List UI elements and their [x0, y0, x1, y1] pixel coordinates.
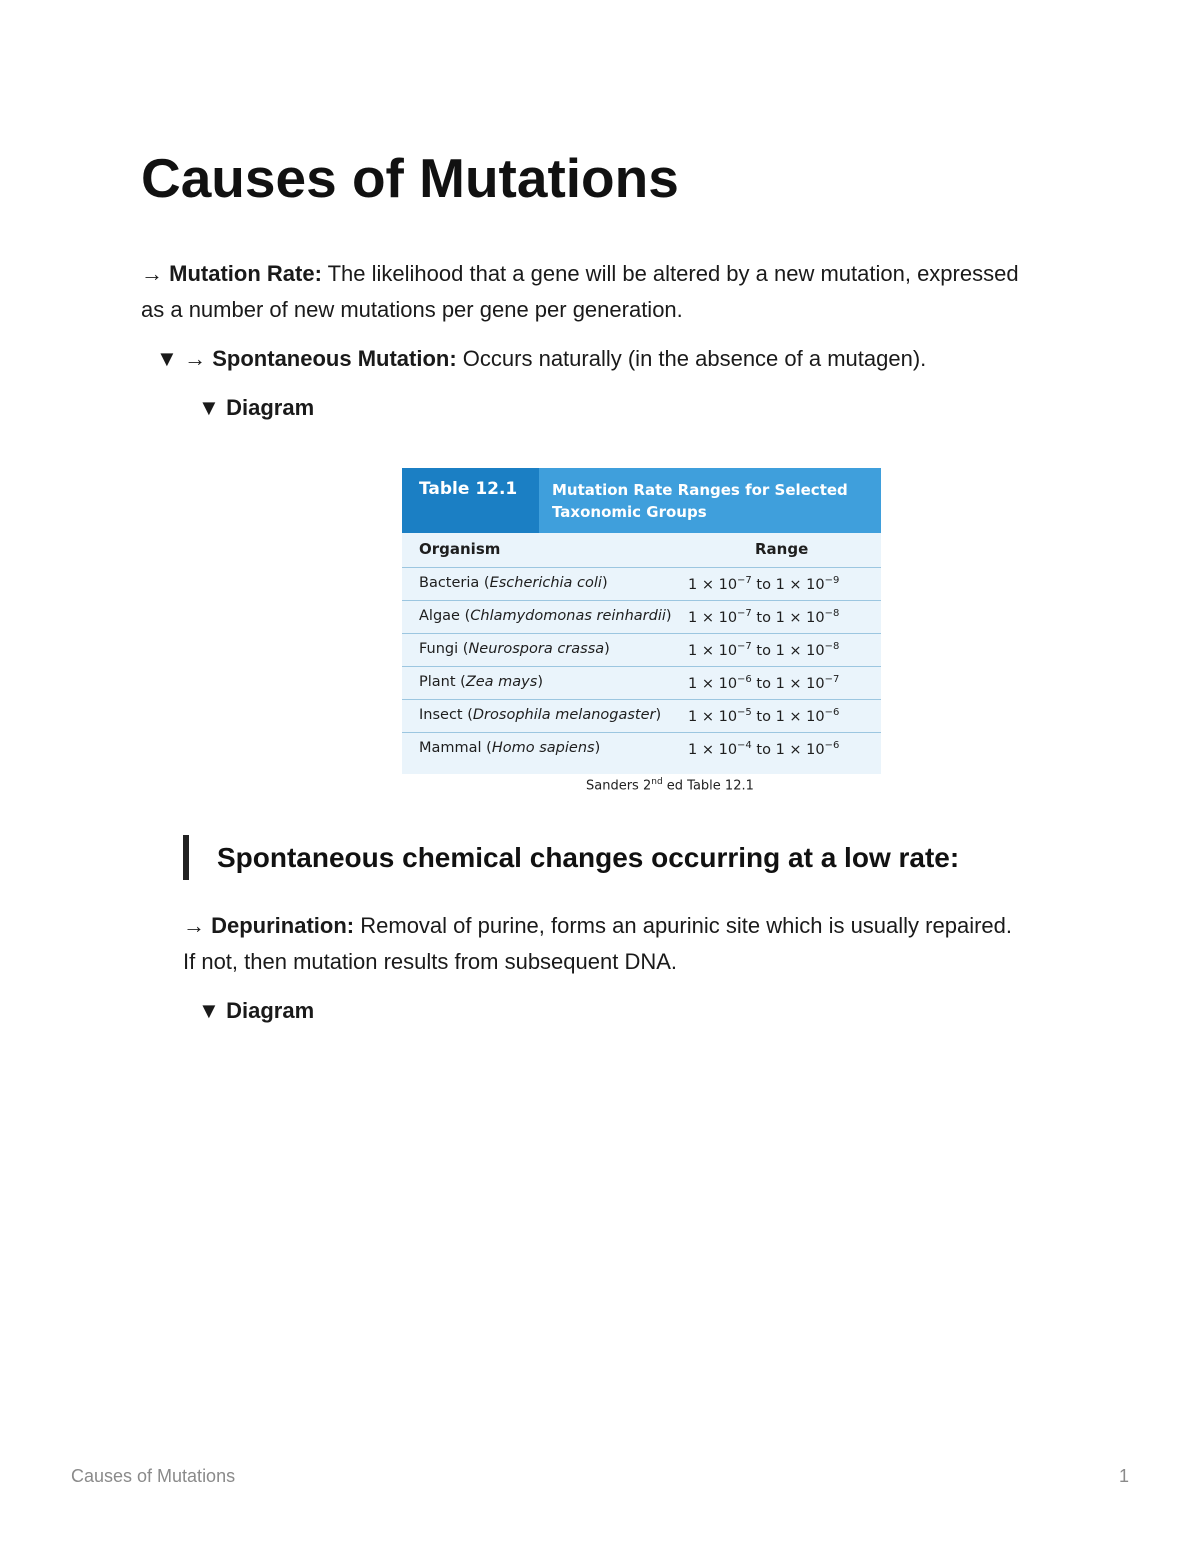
spontaneous-mutation-definition: Occurs naturally (in the absence of a mutagen). — [462, 346, 927, 371]
mutation-rate-table-image — [402, 468, 881, 774]
quote-heading: Spontaneous chemical changes occurring at a low rate: — [217, 842, 960, 873]
triangle-down-icon[interactable]: ▼ — [198, 395, 220, 420]
range-cell: $1 \times 10^{-7}$ to $1 \times 10^{-9}$ — [688, 575, 840, 593]
triangle-down-icon[interactable]: ▼ — [198, 998, 220, 1023]
range-cell: $1 \times 10^{-7}$ to $1 \times 10^{-8}$ — [688, 641, 840, 659]
range-cell: $1 \times 10^{-7}$ to $1 \times 10^{-8}$ — [688, 608, 840, 626]
table-label: Table 12.1 — [419, 479, 518, 499]
table-row — [402, 567, 881, 600]
page-number: 1 — [1119, 1466, 1130, 1486]
range-cell: $1 \times 10^{-5}$ to $1 \times 10^{-6}$ — [688, 707, 840, 725]
diagram-toggle-1[interactable] — [198, 390, 314, 426]
table-header-bar — [402, 468, 881, 533]
diagram-toggle-2[interactable] — [198, 993, 314, 1029]
triangle-down-icon[interactable]: ▼ — [156, 346, 178, 371]
organism-cell: Bacteria (Escherichia coli) — [419, 575, 608, 591]
table-row — [402, 666, 881, 699]
mutation-rate-term: Mutation Rate: — [169, 261, 322, 286]
organism-cell: Fungi (Neurospora crassa) — [419, 641, 610, 657]
table-row — [402, 600, 881, 633]
arrow-icon: → — [141, 261, 163, 286]
organism-cell: Plant (Zea mays) — [419, 674, 543, 690]
mutation-rate-definition: The likelihood that a gene will be altered by a new mutation, expressed as a number of new mutations per gene per generation. — [141, 261, 1019, 322]
figure-caption: Sanders 2nd ed Table 12.1 — [586, 777, 754, 794]
depurination-term: Depurination: — [211, 913, 355, 938]
table-row — [402, 633, 881, 666]
depurination-paragraph — [183, 908, 1013, 980]
diagram-toggle-label[interactable]: Diagram — [226, 395, 315, 420]
range-cell: $1 \times 10^{-6}$ to $1 \times 10^{-7}$ — [688, 674, 840, 692]
diagram-toggle-label[interactable]: Diagram — [226, 998, 315, 1023]
footer-title: Causes of Mutations — [71, 1466, 236, 1486]
range-cell: $1 \times 10^{-4}$ to $1 \times 10^{-6}$ — [688, 740, 840, 758]
depurination-definition: Removal of purine, forms an apurinic site which is usually repaired. If not, then mutation results from subsequent DNA. — [183, 913, 1012, 974]
page-title: Causes of Mutations — [141, 147, 679, 209]
mutation-rate-paragraph — [141, 256, 1021, 328]
table-row — [402, 699, 881, 732]
table-title: Mutation Rate Ranges for Selected Taxonomic Groups — [552, 481, 848, 521]
organism-cell: Insect (Drosophila melanogaster) — [419, 707, 662, 723]
table-label-box — [402, 468, 539, 533]
organism-cell: Mammal (Homo sapiens) — [419, 740, 601, 756]
organism-cell: Algae (Chlamydomonas reinhardii) — [419, 608, 672, 624]
arrow-icon: → — [183, 913, 205, 938]
arrow-icon: → — [184, 346, 207, 371]
quote-bar — [183, 835, 189, 880]
column-header-range: Range — [755, 540, 809, 558]
column-header-organism: Organism — [419, 540, 501, 558]
spontaneous-mutation-toggle[interactable] — [156, 341, 1056, 377]
table-row — [402, 732, 881, 765]
spontaneous-mutation-term: Spontaneous Mutation: — [212, 346, 457, 371]
